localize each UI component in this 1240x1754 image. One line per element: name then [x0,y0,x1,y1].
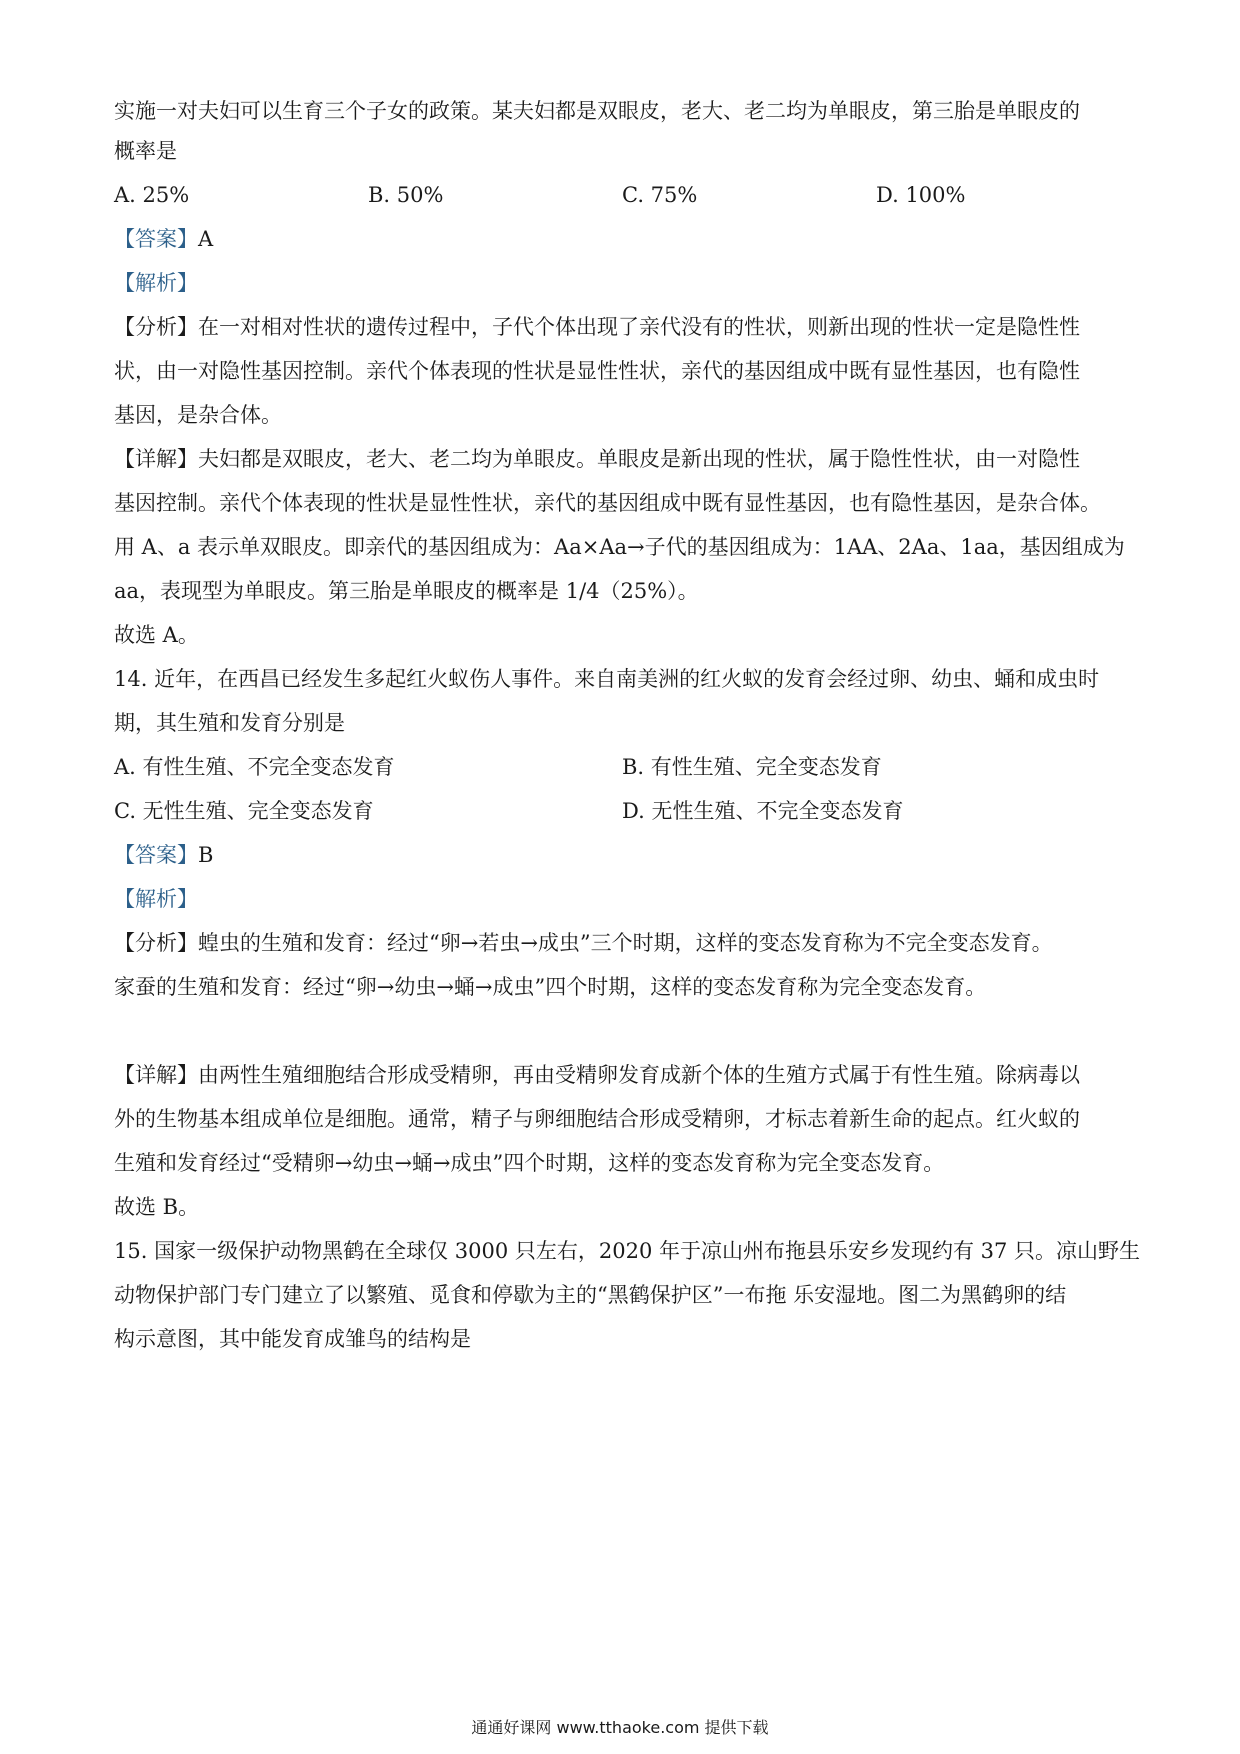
q13-fenxi-text-1: 在一对相对性状的遗传过程中，子代个体出现了亲代没有的性状，则新出现的性状一定是隐性性 [198,315,1080,339]
q14-option-b: B. 有性生殖、完全变态发育 [622,755,882,779]
answer-tag: 【答案】 [114,843,198,867]
q13-options [114,180,1134,210]
q13-option-a: A. 25% [114,183,190,207]
q14-xiangjie-line-3: 生殖和发育经过“受精卵→幼虫→蛹→成虫”四个时期，这样的变态发育称为完全变态发育。 [114,1151,945,1175]
q14-xiangjie-text-1: 由两性生殖细胞结合形成受精卵，再由受精卵发育成新个体的生殖方式属于有性生殖。除病毒以 [198,1063,1080,1087]
page-footer: 通通好课网 www.tthaoke.com 提供下载 [471,1718,769,1737]
q14-answer-value: B [198,843,214,867]
q14-xiangjie-line-1 [114,1060,1134,1090]
q13-fenxi-line-2: 状，由一对隐性基因控制。亲代个体表现的性状是显性性状，亲代的基因组成中既有显性基因，也有隐性 [114,359,1080,383]
q15-stem-line-3: 构示意图，其中能发育成雏鸟的结构是 [114,1327,471,1351]
fenxi-tag: 【分析】 [114,931,198,955]
q14-fenxi-line-1 [114,928,1134,958]
q14-fenxi-text-1: 蝗虫的生殖和发育：经过“卵→若虫→成虫”三个时期，这样的变态发育称为不完全变态发育。 [198,931,1053,955]
q13-option-c: C. 75% [622,183,698,207]
q13-xiangjie-line-1 [114,444,1134,474]
q14-conclusion: 故选 B。 [114,1195,200,1219]
q14-option-d: D. 无性生殖、不完全变态发育 [622,799,904,823]
q13-option-d: D. 100% [876,183,966,207]
q13-option-b: B. 50% [368,183,444,207]
q13-fenxi-line-1 [114,312,1134,342]
q14-analysis-tag: 【解析】 [114,887,198,911]
q13-xiangjie-line-3: 用 A、a 表示单双眼皮。即亲代的基因组成为：Aa×Aa→子代的基因组成为：1AA、2Aa、1aa，基因组成为 [114,535,1125,559]
q13-answer-value: A [198,227,214,251]
q13-conclusion: 故选 A。 [114,623,199,647]
q15-stem-line-2: 动物保护部门专门建立了以繁殖、觅食和停歇为主的“黑鹤保护区”一布拖 乐安湿地。图二为黑鹤卵的结 [114,1283,1067,1307]
q14-stem-line-1: 14. 近年，在西昌已经发生多起红火蚁伤人事件。来自南美洲的红火蚁的发育会经过卵、幼虫、蛹和成虫时 [114,667,1100,691]
q13-stem-line-1: 实施一对夫妇可以生育三个子女的政策。某夫妇都是双眼皮，老大、老二均为单眼皮，第三胎是单眼皮的 [114,99,1080,123]
q14-stem-line-2: 期，其生殖和发育分别是 [114,711,345,735]
q14-options-row-1 [114,752,1134,782]
fenxi-tag: 【分析】 [114,315,198,339]
q14-option-c: C. 无性生殖、完全变态发育 [114,799,374,823]
q14-options-row-2 [114,796,1134,826]
q15-stem-line-1: 15. 国家一级保护动物黑鹤在全球仅 3000 只左右，2020 年于凉山州布拖县乐安乡发现约有 37 只。凉山野生 [114,1239,1141,1263]
q13-xiangjie-line-2: 基因控制。亲代个体表现的性状是显性性状，亲代的基因组成中既有显性基因，也有隐性基因，是杂合体。 [114,491,1101,515]
q13-xiangjie-line-4: aa，表现型为单眼皮。第三胎是单眼皮的概率是 1/4（25%）。 [114,579,699,603]
q13-xiangjie-text-1: 夫妇都是双眼皮，老大、老二均为单眼皮。单眼皮是新出现的性状，属于隐性性状，由一对隐性 [198,447,1080,471]
q13-stem-line-2: 概率是 [114,139,177,163]
q13-fenxi-line-3: 基因，是杂合体。 [114,403,282,427]
q14-answer [114,840,1134,870]
q14-option-a: A. 有性生殖、不完全变态发育 [114,755,395,779]
q13-analysis-tag: 【解析】 [114,271,198,295]
xiangjie-tag: 【详解】 [114,1063,198,1087]
q13-answer [114,224,1134,254]
answer-tag: 【答案】 [114,227,198,251]
q14-fenxi-line-2: 家蚕的生殖和发育：经过“卵→幼虫→蛹→成虫”四个时期，这样的变态发育称为完全变态发育。 [114,975,987,999]
xiangjie-tag: 【详解】 [114,447,198,471]
q14-xiangjie-line-2: 外的生物基本组成单位是细胞。通常，精子与卵细胞结合形成受精卵，才标志着新生命的起点。红火蚁的 [114,1107,1080,1131]
